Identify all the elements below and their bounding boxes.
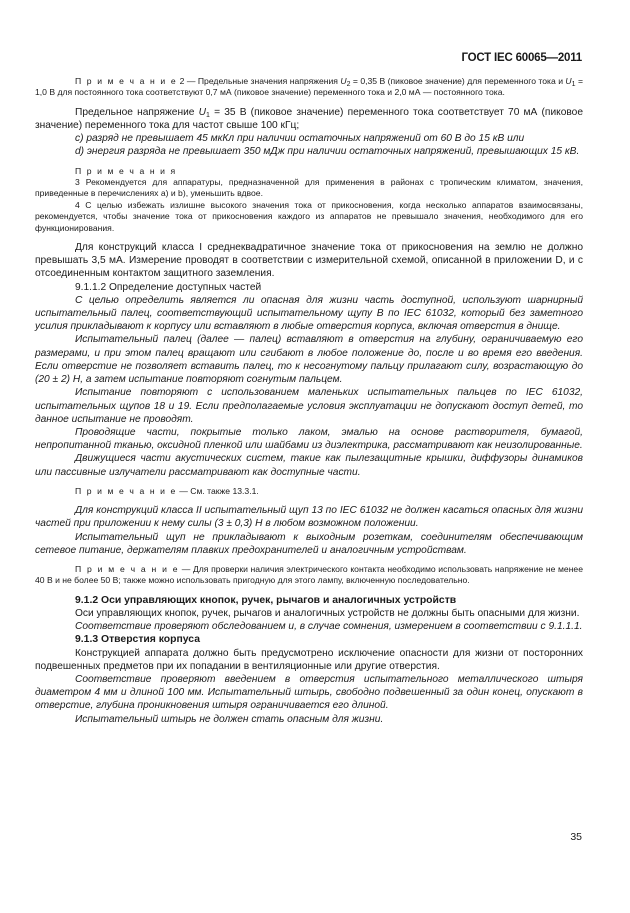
- class2-paragraph: Для конструкций класса II испытательный щуп 13 по IEC 61032 не должен касаться опасных для жизни частей при приложении к нему силы (3 ± 0,3) Н в любом возможном положении.: [35, 505, 583, 530]
- class1-paragraph: Для конструкций класса I среднеквадратичное значение тока от прикосновения на землю не должно превышать 3,5 мА. Измерение проводят в соответствии с измерительной схемой, описанной в приложении D, и с отсоединенным контактом защитного заземления.: [35, 242, 583, 280]
- note-2: П р и м е ч а н и е 2 — Предельные значения напряжения $U_2 = 0,35$ В (пиковое значение) для переменного тока и $U_1 = 1,0$ В для постоянного тока соответствуют 0,7 мА (пиковое значение) переменного тока и 2,0 мА — постоянного тока.: [35, 76, 583, 98]
- note-lamp: П р и м е ч а н и е — Для проверки наличия электрического контакта необходимо использовать напряжение не менее 40 В и не более 50 В; также можно использовать пригодную для этого лампу, включенную последовательно.: [35, 563, 583, 586]
- item-c: c) разряд не превышает 45 мкКл при наличии остаточных напряжений от 60 В до 15 кВ или: [75, 133, 525, 145]
- axes-check-paragraph: Соответствие проверяют обследованием и, в случае сомнения, измерением в соответствии с 9.1.1.1.: [75, 621, 583, 633]
- moving-parts-paragraph: Движущиеся части акустических систем, такие как пылезащитные крышки, диффузоры динамиков или пассивные излучатели рассматривают как доступные части.: [35, 453, 583, 478]
- document-code-header: ГОСТ IEC 60065—2011: [461, 52, 582, 64]
- probe-paragraph: Испытательный щуп не прикладывают к выходным розеткам, соединителям обеспечивающим сетевое питание, держателям плавких предохранителей и аналогичным устройствам.: [35, 531, 583, 556]
- note-4: 4 С целью избежать излишне высокого значения тока от прикосновения, когда несколько аппаратов взаимосвязаны, рекомендуется, чтобы значение тока от прикосновения каждого из аппаратов не превышало значения, необходимого для его функционирования.: [35, 199, 583, 233]
- section-9-1-1-2-heading: 9.1.1.2 Определение доступных частей: [75, 281, 262, 293]
- repeat-test-paragraph: Испытание повторяют с использованием маленьких испытательных пальцев по IEC 61032, испытательных щупов 18 и 19. Если предполагаемые условия эксплуатации не допускают доступ детей, то данное испытание не проводят.: [35, 387, 583, 425]
- note-3: 3 Рекомендуется для аппаратуры, предназначенной для применения в районах с тропическим климатом, значения, приведенные в перечислениях а) и b), уменьшить вдвое.: [35, 177, 583, 199]
- section-9-1-3-heading: 9.1.3 Отверстия корпуса: [75, 634, 200, 646]
- item-d: d) энергия разряда не превышает 350 мДж при наличии остаточных напряжений, превышающих 15 кВ.: [75, 146, 580, 158]
- holes-paragraph: Конструкцией аппарата должно быть предусмотрено исключение опасности для жизни от посторонних подвешенных предметов при их попадании в вентиляционные или другие отверстия.: [35, 647, 583, 672]
- finger-test-paragraph: С целью определить является ли опасная для жизни часть доступной, используют шарнирный испытательный палец, соответствующий испытательному щупу В по IEC 61032, который без заметного усилия прикладывают к корпусу или вставляют в любые отверстия корпуса, включая отверстия в днище.: [35, 294, 583, 333]
- section-9-1-2-heading: 9.1.2 Оси управляющих кнопок, ручек, рычагов и аналогичных устройств: [75, 594, 457, 606]
- notes-label: П р и м е ч а н и я: [75, 165, 177, 176]
- note-label: П р и м е ч а н и е: [75, 76, 178, 86]
- limit-voltage-paragraph: Предельное напряжение $U_1 = 35$ В (пиковое значение) переменного тока соответствует 70 мА (пиковое значение) переменного тока для частот свыше 100 кГц;: [35, 106, 583, 132]
- document-body: [35, 76, 583, 726]
- holes-check-paragraph: Соответствие проверяют введением в отверстия испытательного металлического штыря диаметром 4 мм и длиной 100 мм. Испытательный штырь, свободно подвешенный за один конец, опускают в отверстие, глубина проникновения штыря ограничивается его длиной.: [35, 673, 583, 712]
- page-number: 35: [570, 831, 582, 843]
- note-see-also: П р и м е ч а н и е — См. также 13.3.1.: [75, 485, 259, 496]
- pin-paragraph: Испытательный штырь не должен стать опасным для жизни.: [75, 713, 384, 725]
- finger-insertion-paragraph: Испытательный палец (далее — палец) вставляют в отверстия на глубину, ограничиваемую его размерами, и при этом палец вращают или сгибают в любое положение до, после и во время его введения. Если отверстие не позволяет вставить палец, то к несогнутому пальцу прилагают силу, возрастающую до (20 ± 2) Н, а затем испытание повторяют согнутым пальцем.: [35, 334, 583, 386]
- conductive-parts-paragraph: Проводящие части, покрытые только лаком, эмалью на основе растворителя, бумагой, непропитанной тканью, оксидной пленкой или шайбами из диэлектрика, рассматривают как неизолированные.: [35, 426, 583, 452]
- axes-paragraph: Оси управляющих кнопок, ручек, рычагов и аналогичных устройств не должны быть опасными для жизни.: [75, 607, 580, 619]
